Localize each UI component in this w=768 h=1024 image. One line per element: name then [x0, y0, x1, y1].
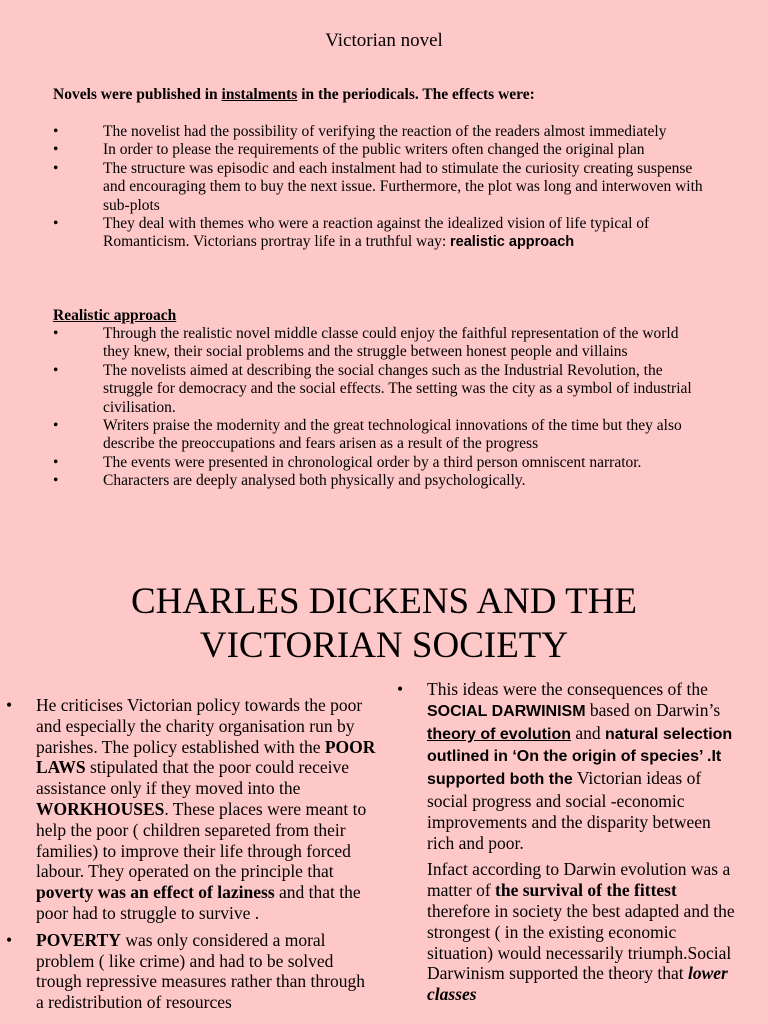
list-item-text: Writers praise the modernity and the great technological innovations of the time but they also describe the preoccupations and fears arisen as a result of the progress: [103, 417, 682, 453]
list-item-bold: realistic approach: [450, 234, 575, 251]
list-item-text: The events were presented in chronological order by a third person omniscent narrator.: [103, 453, 642, 471]
list-item: [53, 123, 703, 141]
text-run-bold: WORKHOUSES: [36, 798, 165, 819]
text-run-bold: POVERTY: [36, 929, 121, 950]
text-run: therefore in society the best adapted and the strongest ( in the existing economic situation) would necessarily triumph.Social Darwinism supported the theory that: [427, 900, 735, 984]
page-title: Victorian novel: [325, 30, 443, 51]
slide-title-line: VICTORIAN SOCIETY: [199, 625, 569, 666]
slide-title: [0, 580, 768, 668]
bullet-icon: •: [53, 417, 59, 435]
text-run-bold: the survival of the fittest: [495, 880, 677, 901]
text-run-bold: poverty was an effect of laziness: [36, 882, 275, 903]
text-run-bold: SOCIAL DARWINISM: [427, 702, 586, 720]
list-item: [53, 325, 703, 362]
list-item-text: Through the realistic novel middle classe could enjoy the faithful representation of the world they knew, their social problems and the struggle between honest people and villains: [103, 325, 679, 361]
bullet-icon: •: [6, 929, 13, 950]
text-run: Victorian ideas of social progress and social -economic improvements and the disparity between rich and poor.: [427, 768, 711, 853]
left-column: [6, 695, 376, 1019]
intro-text: Novels were published in: [53, 86, 222, 103]
section-heading: Realistic approach: [53, 307, 177, 324]
paragraph: [427, 859, 742, 1005]
text-run: This ideas were the consequences of the: [427, 679, 708, 699]
text-run: and: [571, 722, 606, 743]
bullet-icon: •: [397, 679, 404, 699]
bullet-icon: •: [53, 472, 59, 490]
text-run: He criticises Victorian policy towards the poor and especially the charity organisation run by parishes. The policy established with the: [36, 695, 363, 757]
list-item-text: In order to please the requirements of the public writers often changed the original plan: [103, 141, 645, 159]
text-run: Darwin’s: [656, 699, 721, 720]
text-run-bold: POOR LAWS: [36, 736, 376, 778]
list-item-text: The novelists aimed at describing the social changes such as the Industrial Revolution, the struggle for democracy and the social effects. The setting was the city as a symbol of industrial civilisation.: [103, 361, 692, 416]
bullet-icon: •: [53, 453, 59, 471]
list-item-text: Characters are deeply analysed both physically and psychologically.: [103, 472, 526, 490]
text-run: was only considered a moral problem ( like crime) and had to be solved trough repressive measures rather than through a redistribution of resources: [36, 929, 365, 1013]
text-run-bold-underlined: theory of evolution: [427, 725, 571, 743]
list-item: [53, 160, 703, 215]
paragraph: [427, 679, 742, 853]
list-item-text: The novelist had the possibility of verifying the reaction of the readers almost immediately: [103, 123, 667, 140]
bullet-icon: •: [53, 215, 59, 233]
list-item: [53, 472, 703, 490]
text-run: stipulated that the poor could receive assistance only if they moved into the: [36, 757, 349, 799]
list-item: [6, 929, 376, 1013]
bullet-icon: •: [53, 141, 59, 159]
list-item: [6, 695, 376, 924]
intro-text-end: in the periodicals. The effects were:: [297, 86, 535, 103]
effects-list: [53, 123, 703, 252]
list-item: [53, 417, 703, 454]
list-item: [53, 215, 703, 252]
list-item: [397, 679, 742, 1005]
intro-underlined: instalments: [221, 86, 298, 103]
bullet-icon: •: [53, 123, 59, 140]
text-run-bold: natural selection outlined in ‘On the origin of species’ .It supported both the: [427, 725, 733, 789]
text-run: based on: [585, 699, 657, 720]
bullet-icon: •: [6, 695, 13, 715]
list-item: [53, 362, 703, 417]
bullet-icon: •: [53, 325, 59, 342]
list-item: [53, 454, 703, 472]
list-item-text: The structure was episodic and each instalment had to stimulate the curiosity creating suspense and encouraging them to buy the next issue. Furthermore, the plot was long and interwoven with sub-plots: [103, 159, 703, 214]
text-run: Infact according to Darwin evolution was a matter of: [427, 859, 731, 901]
right-column: [397, 679, 742, 1011]
list-item-text: They deal with themes who were a reaction against the idealized vision of life typical of Romanticism. Victorians prortray life in a truthful way:: [103, 215, 650, 251]
slide-title-line: CHARLES DICKENS AND THE: [130, 581, 638, 622]
text-run: . These places were meant to help the poor ( children separeted from their families) to improve their life through forced labour. They operated on the principle that: [36, 798, 367, 882]
bullet-icon: •: [53, 159, 59, 177]
bullet-icon: •: [53, 361, 59, 379]
text-run-bold-italic: lower classes: [427, 963, 728, 1005]
text-run: and that the poor had to struggle to survive .: [36, 882, 361, 923]
list-item: [53, 141, 703, 159]
realistic-list: [53, 325, 703, 491]
intro-sentence: [53, 86, 713, 104]
